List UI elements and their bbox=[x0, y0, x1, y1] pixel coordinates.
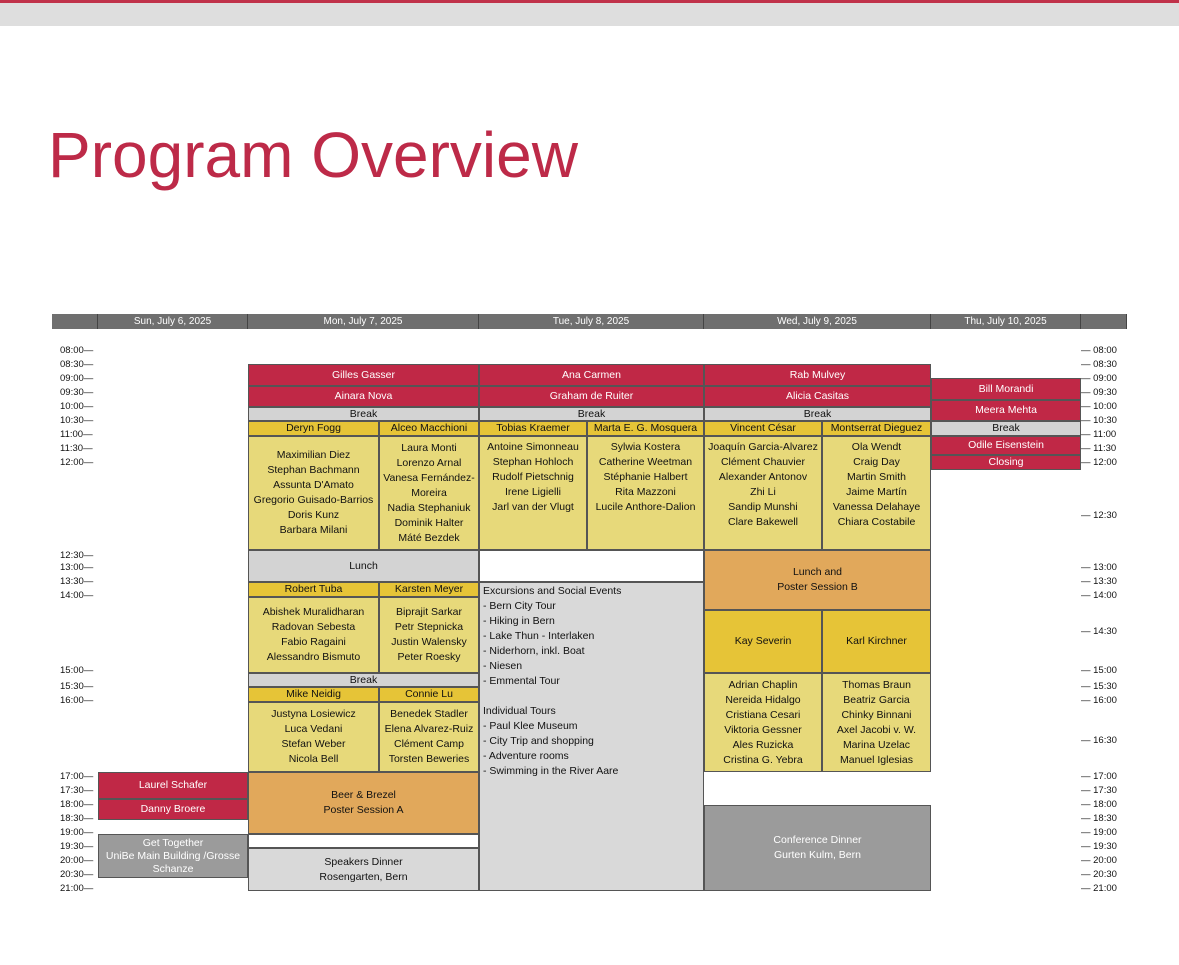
speaker: Maximilian Diez bbox=[276, 449, 351, 461]
plenary-wed-1: Rab Mulvey bbox=[704, 364, 931, 386]
keynote-kay-severin: Kay Severin bbox=[704, 610, 822, 673]
time-label: — 17:00 bbox=[1081, 771, 1117, 782]
time-label: 11:30— bbox=[60, 443, 93, 454]
break-mon-2: Break bbox=[248, 673, 479, 687]
time-label: 20:00— bbox=[60, 855, 94, 866]
speaker: Luca Vedani bbox=[284, 723, 343, 735]
speaker: Torsten Beweries bbox=[388, 753, 470, 765]
speaker: Lorenzo Arnal bbox=[396, 456, 462, 469]
talks-wed-d bbox=[822, 673, 931, 772]
time-label: — 19:00 bbox=[1081, 827, 1117, 838]
speaker: Viktoria Gessner bbox=[724, 723, 802, 736]
speaker: Vanesa Fernández- bbox=[383, 471, 475, 484]
speaker: Stéphanie Halbert bbox=[603, 471, 688, 483]
plenary-tue-2: Graham de Ruiter bbox=[479, 386, 704, 407]
chair-wed-b: Montserrat Dieguez bbox=[822, 421, 931, 436]
speaker: Justin Walensky bbox=[391, 636, 467, 648]
speaker: Lucile Anthore-Dalion bbox=[595, 501, 696, 513]
speaker: Rita Mazzoni bbox=[615, 486, 676, 498]
time-label: 10:30— bbox=[60, 415, 94, 426]
time-label: 09:00— bbox=[60, 373, 94, 384]
speaker: Justyna Losiewicz bbox=[271, 708, 356, 720]
event-line: Gurten Kulm, Bern bbox=[774, 849, 861, 861]
excursion-item: - Swimming in the River Aare bbox=[483, 765, 619, 777]
time-label: — 12:00 bbox=[1081, 457, 1117, 468]
break-wed-1: Break bbox=[704, 407, 931, 421]
speaker: Craig Day bbox=[853, 456, 900, 468]
time-label: 17:30— bbox=[60, 785, 94, 796]
event-line: Poster Session A bbox=[323, 804, 404, 816]
talks-wed-a bbox=[704, 436, 822, 550]
time-label: 19:00— bbox=[60, 827, 94, 838]
event-line: Lunch and bbox=[792, 566, 843, 578]
day-header-wed: Wed, July 9, 2025 bbox=[704, 314, 931, 329]
lunch-mon: Lunch bbox=[248, 550, 479, 582]
event-line: Rosengarten, Bern bbox=[319, 870, 408, 883]
event-line: Schanze bbox=[152, 862, 194, 875]
speaker: Cristina G. Yebra bbox=[723, 753, 803, 766]
speaker: Sandip Munshi bbox=[728, 501, 798, 513]
speaker: Axel Jacobi v. W. bbox=[836, 723, 917, 736]
gap-tue bbox=[479, 550, 704, 582]
break-tue-1: Break bbox=[479, 407, 704, 421]
talks-mon-f bbox=[379, 702, 479, 772]
speaker: Nadia Stephaniuk bbox=[387, 501, 471, 514]
time-label: 15:00— bbox=[60, 665, 94, 676]
excursion-item: - Hiking in Bern bbox=[483, 615, 555, 627]
speaker: Laura Monti bbox=[401, 441, 457, 454]
speaker: Nicola Bell bbox=[288, 753, 339, 765]
excursion-item: - Emmental Tour bbox=[483, 675, 560, 687]
closing-session: Closing bbox=[931, 455, 1081, 470]
time-label: — 16:30 bbox=[1081, 735, 1117, 746]
time-label: — 15:00 bbox=[1081, 665, 1117, 676]
excursions-block bbox=[479, 582, 704, 891]
time-label: — 11:30 bbox=[1081, 443, 1117, 454]
speaker: Nereida Hidalgo bbox=[725, 693, 801, 706]
time-label: — 18:30 bbox=[1081, 813, 1117, 824]
time-label: — 18:00 bbox=[1081, 799, 1117, 810]
speaker: Gregorio Guisado-Barrios bbox=[253, 494, 374, 506]
time-label: — 13:30 bbox=[1081, 576, 1117, 587]
speaker: Vanessa Delahaye bbox=[832, 501, 921, 513]
plenary-tue-1: Ana Carmen bbox=[479, 364, 704, 386]
speakers-dinner bbox=[248, 848, 479, 891]
day-header-mon: Mon, July 7, 2025 bbox=[248, 314, 479, 329]
talks-tue-b bbox=[587, 436, 704, 550]
time-label: — 10:30 bbox=[1081, 415, 1117, 426]
time-label: 12:00— bbox=[60, 457, 94, 468]
speaker: Alessandro Bismuto bbox=[266, 651, 361, 663]
time-label: — 20:00 bbox=[1081, 855, 1117, 866]
gap-mon bbox=[248, 834, 479, 848]
speaker: Manuel Iglesias bbox=[840, 753, 913, 766]
page-title: Program Overview bbox=[48, 119, 578, 191]
speaker: Ola Wendt bbox=[851, 441, 902, 453]
header-spacer-right bbox=[1081, 314, 1127, 329]
time-label: 10:00— bbox=[60, 401, 94, 412]
time-label: 13:00— bbox=[60, 562, 94, 573]
speaker: Irene Ligielli bbox=[504, 486, 562, 498]
talks-mon-d bbox=[379, 597, 479, 673]
excursion-item: - Adventure rooms bbox=[483, 750, 569, 762]
time-label: — 08:30 bbox=[1081, 359, 1117, 370]
speaker: Máté Bezdek bbox=[398, 531, 460, 544]
event-line: Get Together bbox=[142, 836, 204, 849]
excursion-item: - Niderhorn, inkl. Boat bbox=[483, 645, 585, 657]
keynote-karl-kirchner: Karl Kirchner bbox=[822, 610, 931, 673]
session-laurel-schafer: Laurel Schafer bbox=[98, 772, 248, 799]
talks-wed-c bbox=[704, 673, 822, 772]
time-label: — 19:30 bbox=[1081, 841, 1117, 852]
time-label: 21:00— bbox=[60, 883, 94, 894]
speaker: Clément Camp bbox=[393, 738, 465, 750]
speaker: Adrian Chaplin bbox=[728, 678, 798, 691]
speaker: Assunta D'Amato bbox=[273, 479, 354, 491]
session-danny-broere: Danny Broere bbox=[98, 799, 248, 820]
speaker: Biprajit Sarkar bbox=[396, 606, 462, 618]
excursion-item: - City Trip and shopping bbox=[483, 735, 594, 747]
excursion-item: - Paul Klee Museum bbox=[483, 720, 578, 732]
header-spacer-left bbox=[52, 314, 98, 329]
speaker: Joaquín Garcia-Alvarez bbox=[708, 441, 818, 453]
talks-wed-b bbox=[822, 436, 931, 550]
time-label: — 09:30 bbox=[1081, 387, 1117, 398]
time-label: 16:00— bbox=[60, 695, 94, 706]
speaker: Beatriz Garcia bbox=[843, 693, 910, 706]
speaker: Alexander Antonov bbox=[718, 471, 808, 483]
speaker: Barbara Milani bbox=[279, 524, 348, 536]
time-label: 08:00— bbox=[60, 345, 94, 356]
time-label: — 21:00 bbox=[1081, 883, 1117, 894]
speaker: Dominik Halter bbox=[394, 516, 464, 529]
speaker: Jaime Martín bbox=[846, 486, 907, 498]
time-label: — 14:00 bbox=[1081, 590, 1117, 601]
chair-mon-a: Deryn Fogg bbox=[248, 421, 379, 436]
talks-tue-a bbox=[479, 436, 587, 550]
speaker: Moreira bbox=[411, 486, 447, 499]
speaker: Marina Uzelac bbox=[842, 738, 911, 751]
speaker: Chiara Costabile bbox=[837, 516, 916, 528]
break-thu-1: Break bbox=[931, 421, 1081, 436]
time-label: — 16:00 bbox=[1081, 695, 1117, 706]
talks-mon-c bbox=[248, 597, 379, 673]
time-label: — 10:00 bbox=[1081, 401, 1117, 412]
speaker: Benedek Stadler bbox=[390, 708, 468, 720]
plenary-wed-2: Alicia Casitas bbox=[704, 386, 931, 407]
day-header-sun: Sun, July 6, 2025 bbox=[98, 314, 248, 329]
speaker: Abishek Muralidharan bbox=[262, 606, 365, 618]
excursion-item: - Niesen bbox=[483, 660, 523, 672]
time-label: 15:30— bbox=[60, 681, 94, 692]
event-line: Beer & Brezel bbox=[331, 789, 396, 801]
time-label: 09:30— bbox=[60, 387, 94, 398]
chair-tue-a: Tobias Kraemer bbox=[479, 421, 587, 436]
time-label: 17:00— bbox=[60, 771, 94, 782]
talks-mon-e bbox=[248, 702, 379, 772]
time-label: — 14:30 bbox=[1081, 626, 1117, 637]
plenary-thu-3: Odile Eisenstein bbox=[931, 436, 1081, 455]
time-label: — 11:00 bbox=[1081, 429, 1117, 440]
speaker: Stephan Bachmann bbox=[267, 464, 360, 476]
event-line: Conference Dinner bbox=[773, 834, 862, 846]
speaker: Chinky Binnani bbox=[841, 708, 912, 721]
chair-mon-d: Karsten Meyer bbox=[379, 582, 479, 597]
chair-mon-e: Mike Neidig bbox=[248, 687, 379, 702]
time-label: 20:30— bbox=[60, 869, 94, 880]
conference-dinner bbox=[704, 805, 931, 891]
day-header-tue: Tue, July 8, 2025 bbox=[479, 314, 704, 329]
chair-mon-c: Robert Tuba bbox=[248, 582, 379, 597]
chair-mon-f: Connie Lu bbox=[379, 687, 479, 702]
speaker: Radovan Sebesta bbox=[271, 621, 356, 633]
time-label: 19:30— bbox=[60, 841, 94, 852]
excursion-item: - Bern City Tour bbox=[483, 600, 556, 612]
event-get-together bbox=[98, 834, 248, 878]
speaker: Thomas Braun bbox=[842, 678, 911, 691]
excursion-item: - Lake Thun - Interlaken bbox=[483, 630, 595, 642]
time-label: 18:30— bbox=[60, 813, 94, 824]
chair-wed-a: Vincent César bbox=[704, 421, 822, 436]
event-line: UniBe Main Building /Grosse bbox=[105, 849, 241, 862]
speaker: Ales Ruzicka bbox=[732, 738, 794, 751]
chair-mon-b: Alceo Macchioni bbox=[379, 421, 479, 436]
speaker: Cristiana Cesari bbox=[725, 708, 801, 721]
event-line: Poster Session B bbox=[777, 581, 858, 593]
speaker: Petr Stepnicka bbox=[394, 621, 464, 633]
speaker: Clare Bakewell bbox=[727, 516, 799, 528]
speaker: Sylwia Kostera bbox=[610, 441, 681, 453]
time-label: — 12:30 bbox=[1081, 510, 1117, 521]
speaker: Rudolf Pietschnig bbox=[492, 471, 574, 483]
break-mon-1: Break bbox=[248, 407, 479, 421]
talks-mon-b bbox=[379, 436, 479, 550]
speaker: Martin Smith bbox=[847, 471, 906, 483]
speaker: Doris Kunz bbox=[287, 509, 340, 521]
excursion-heading: Individual Tours bbox=[483, 705, 556, 717]
speaker: Elena Alvarez-Ruiz bbox=[384, 723, 474, 735]
speaker: Peter Roesky bbox=[397, 651, 461, 663]
plenary-thu-2: Meera Mehta bbox=[931, 400, 1081, 421]
plenary-mon-2: Ainara Nova bbox=[248, 386, 479, 407]
event-line: Speakers Dinner bbox=[324, 855, 403, 868]
speaker: Fabio Ragaini bbox=[281, 636, 346, 648]
speaker: Antoine Simonneau bbox=[487, 441, 579, 453]
speaker: Zhi Li bbox=[750, 486, 776, 498]
poster-session-b bbox=[704, 550, 931, 610]
time-label: 11:00— bbox=[60, 429, 93, 440]
day-header-thu: Thu, July 10, 2025 bbox=[931, 314, 1081, 329]
time-label: — 09:00 bbox=[1081, 373, 1117, 384]
time-label: — 17:30 bbox=[1081, 785, 1117, 796]
time-label: — 08:00 bbox=[1081, 345, 1117, 356]
speaker: Clément Chauvier bbox=[720, 456, 806, 468]
talks-mon-a bbox=[248, 436, 379, 550]
time-label: 13:30— bbox=[60, 576, 94, 587]
time-label: — 15:30 bbox=[1081, 681, 1117, 692]
plenary-thu-1: Bill Morandi bbox=[931, 378, 1081, 400]
speaker: Stephan Hohloch bbox=[492, 456, 574, 468]
chair-tue-b: Marta E. G. Mosquera bbox=[587, 421, 704, 436]
time-label: 18:00— bbox=[60, 799, 94, 810]
plenary-mon-1: Gilles Gasser bbox=[248, 364, 479, 386]
time-label: 08:30— bbox=[60, 359, 94, 370]
time-label: — 13:00 bbox=[1081, 562, 1117, 573]
speaker: Catherine Weetman bbox=[598, 456, 693, 468]
speaker: Stefan Weber bbox=[281, 738, 346, 750]
excursion-heading: Excursions and Social Events bbox=[483, 585, 622, 597]
time-label: 12:30— bbox=[60, 550, 94, 561]
poster-session-a bbox=[248, 772, 479, 834]
speaker: Jarl van der Vlugt bbox=[492, 501, 574, 513]
top-bar bbox=[0, 0, 1179, 26]
time-label: — 20:30 bbox=[1081, 869, 1117, 880]
time-label: 14:00— bbox=[60, 590, 94, 601]
